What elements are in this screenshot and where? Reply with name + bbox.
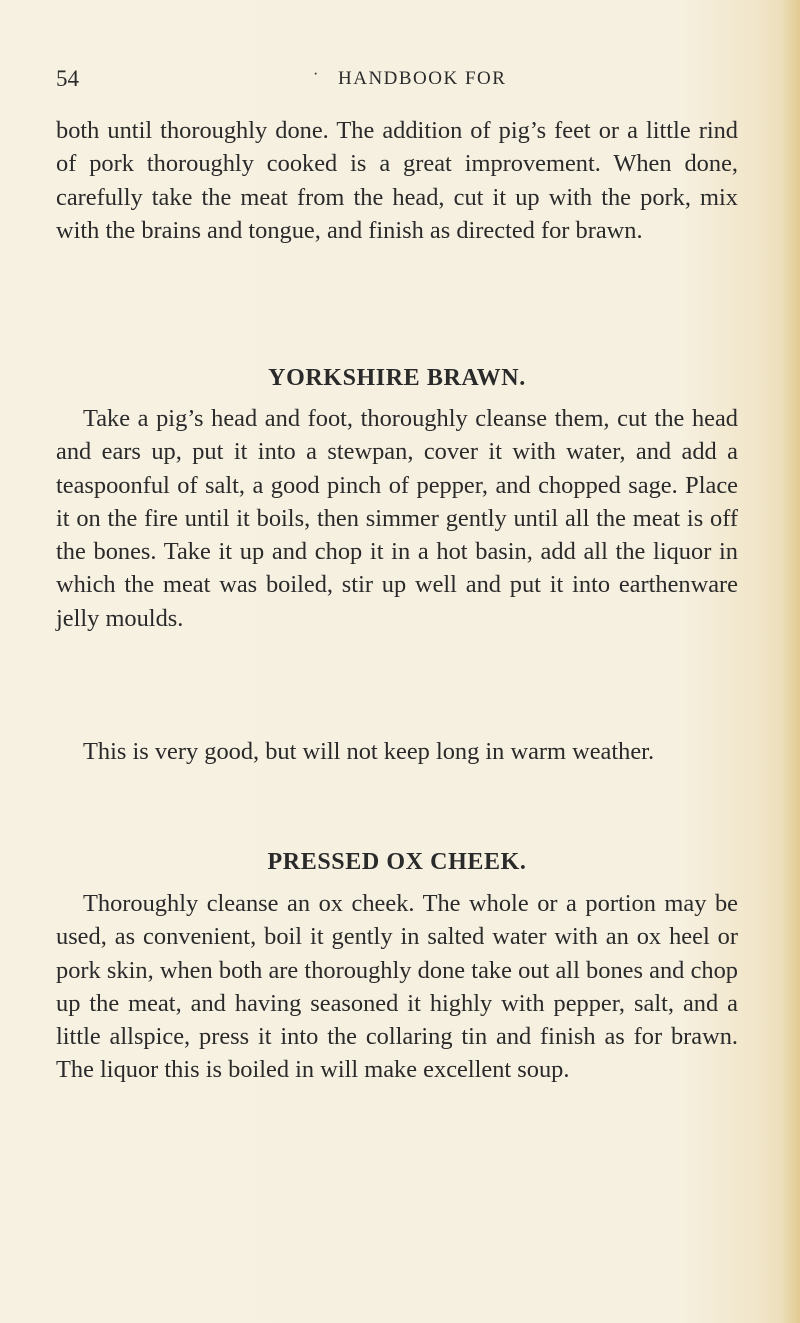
paragraph-yorkshire-brawn-note: This is very good, but will not keep long in warm weather. (83, 738, 655, 765)
paragraph-yorkshire-brawn: Take a pig’s head and foot, thoroughly cleanse them, cut the head and ears up, put it into a stewpan, cover it with water, and add a teaspoonful of salt, a good pinch of pepper, and chopped sage. Place it on the fire until it boils, then simmer gently until all the meat is off the bones. Take it up and chop it in a hot basin, add all the liquor in which the meat was boiled, stir up well and put it into earthenware jelly moulds. (56, 405, 738, 632)
paragraph-pressed-ox-cheek: Thoroughly cleanse an ox cheek. The whole or a portion may be used, as convenient, boil it gently in salted water with an ox heel or pork skin, when both are thoroughly done take out all bones and chop up the meat, and having seasoned it highly with pepper, salt, and a little allspice, press it into the collaring tin and finish as for brawn. The liquor this is boiled in will make excellent soup. (56, 890, 738, 1084)
paragraph-continued: both until thoroughly done. The addition of pig’s feet or a little rind of pork thoroughly cooked is a great improvement. When done, carefully take the meat from the head, cut it up with the pork, mix with the brains and tongue, and finish as directed for brawn. (56, 117, 738, 244)
page-number: 54 (56, 66, 79, 91)
section-heading-pressed-ox-cheek: PRESSED OX CHEEK. (267, 849, 527, 875)
page-edge-shadow (782, 0, 800, 1323)
running-head: HANDBOOK FOR (338, 68, 507, 89)
page-header (56, 66, 736, 100)
section-heading-yorkshire-brawn: YORKSHIRE BRAWN. (268, 365, 526, 391)
header-dot: · (313, 66, 319, 83)
